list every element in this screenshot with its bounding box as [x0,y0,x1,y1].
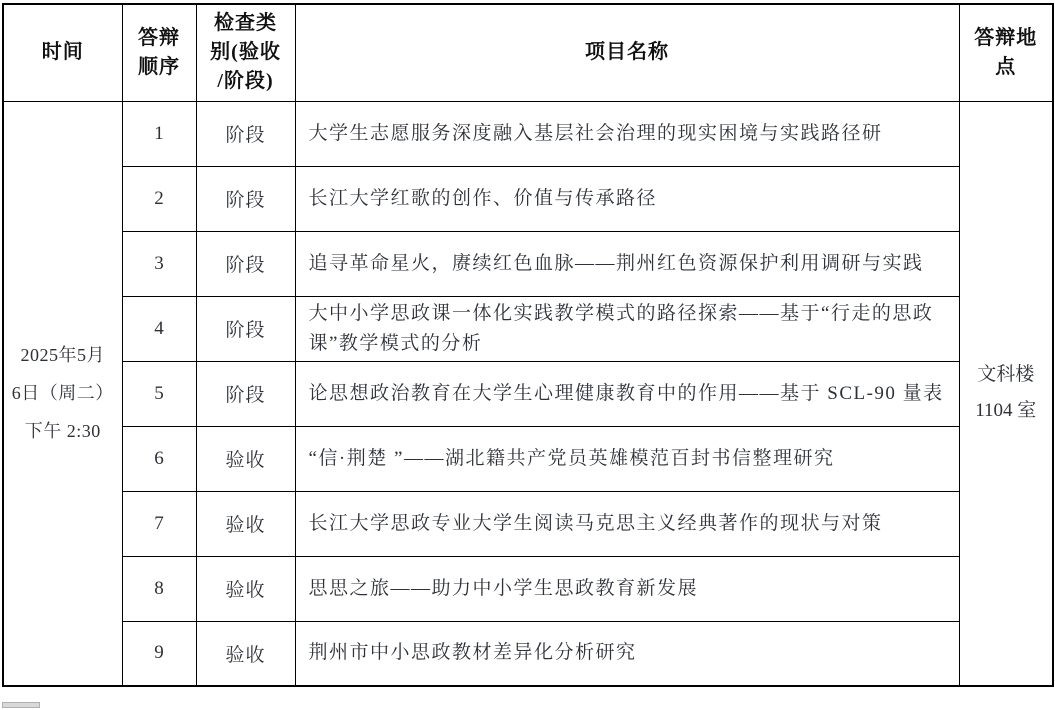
project-cell: 荆州市中小思政教材差异化分析研究 [295,621,959,686]
header-order-line: 答辩 [138,26,180,49]
project-cell: 大中小学思政课一体化实践教学模式的路径探索——基于“行走的思政课”教学模式的分析 [295,296,959,361]
order-cell: 2 [122,166,196,231]
table-row [3,491,1053,556]
header-category-line: /阶段) [217,70,274,93]
header-time [3,4,122,101]
header-project [295,4,959,101]
project-cell: 大学生志愿服务深度融入基层社会治理的现实困境与实践路径研 [295,101,959,166]
time-cell-line: 6日（周二） [11,383,114,404]
header-location-line: 点 [995,55,1017,78]
horizontal-scrollbar-thumb[interactable] [2,702,40,708]
project-cell: 追寻革命星火，赓续红色血脉——荆州红色资源保护利用调研与实践 [295,231,959,296]
time-cell-line: 2025年5月 [20,345,105,366]
category-cell: 验收 [196,556,295,621]
category-cell: 验收 [196,426,295,491]
table-row [3,556,1053,621]
defense-schedule-table [2,3,1054,687]
table-row [3,296,1053,361]
order-cell: 6 [122,426,196,491]
category-cell: 阶段 [196,166,295,231]
location-cell-line: 1104 室 [975,400,1037,422]
table-row [3,166,1053,231]
order-cell: 7 [122,491,196,556]
table-row [3,426,1053,491]
order-cell: 4 [122,296,196,361]
location-cell [959,101,1053,686]
category-cell: 阶段 [196,231,295,296]
table-body [3,101,1053,686]
header-location-line: 答辩地 [974,26,1038,49]
time-cell-line: 下午 2:30 [24,421,101,442]
location-cell-line: 文科楼 [977,364,1035,386]
header-category-line: 别(验收 [210,41,281,64]
order-cell: 1 [122,101,196,166]
table-row [3,101,1053,166]
header-time-label: 时间 [41,41,84,64]
category-cell: 阶段 [196,296,295,361]
header-order-line: 顺序 [138,55,180,78]
table-row [3,231,1053,296]
table-row [3,621,1053,686]
header-category-line: 检查类 [214,12,277,35]
order-cell: 9 [122,621,196,686]
order-cell: 3 [122,231,196,296]
category-cell: 阶段 [196,101,295,166]
project-cell: 长江大学思政专业大学生阅读马克思主义经典著作的现状与对策 [295,491,959,556]
order-cell: 5 [122,361,196,426]
order-cell: 8 [122,556,196,621]
header-location [959,4,1053,101]
category-cell: 阶段 [196,361,295,426]
project-cell: 长江大学红歌的创作、价值与传承路径 [295,166,959,231]
category-cell: 验收 [196,621,295,686]
table-row [3,361,1053,426]
header-row [3,4,1053,101]
project-cell: 思思之旅——助力中小学生思政教育新发展 [295,556,959,621]
project-cell: “信·荆楚 ”——湖北籍共产党员英雄模范百封书信整理研究 [295,426,959,491]
time-cell [3,101,122,686]
project-cell: 论思想政治教育在大学生心理健康教育中的作用——基于 SCL-90 量表 [295,361,959,426]
header-project-label: 项目名称 [585,41,669,64]
header-order [122,4,196,101]
header-category [196,4,295,101]
category-cell: 验收 [196,491,295,556]
